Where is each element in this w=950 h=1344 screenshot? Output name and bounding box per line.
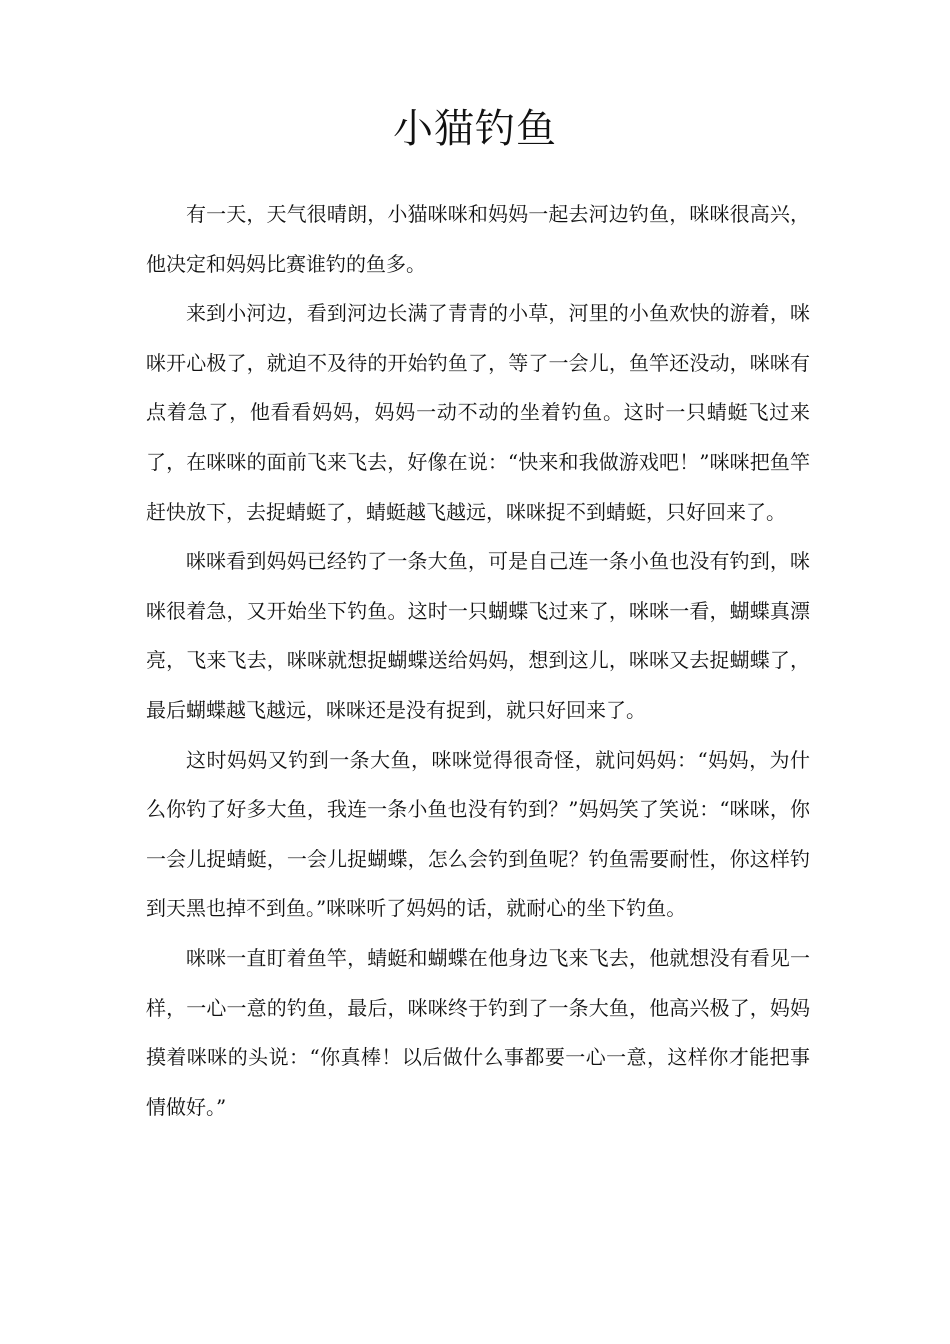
paragraph-1: 有一天，天气很晴朗，小猫咪咪和妈妈一起去河边钓鱼，咪咪很高兴，他决定和妈妈比赛谁钓的鱼多。 [146,202,810,276]
paragraph-3: 咪咪看到妈妈已经钓了一条大鱼，可是自己连一条小鱼也没有钓到，咪咪很着急，又开始坐下钓鱼。这时一只蝴蝶飞过来了，咪咪一看，蝴蝶真漂亮，飞来飞去，咪咪就想捉蝴蝶送给妈妈，想到这儿，咪咪又去捉蝴蝶了，最后蝴蝶越飞越远，咪咪还是没有捉到，就只好回来了。 [146,549,810,722]
paragraph-2: 来到小河边，看到河边长满了青青的小草，河里的小鱼欢快的游着，咪咪开心极了，就迫不及待的开始钓鱼了，等了一会儿，鱼竿还没动，咪咪有点着急了，他看看妈妈，妈妈一动不动的坐着钓鱼。这时一只蜻蜓飞过来了，在咪咪的面前飞来飞去，好像在说：“快来和我做游戏吧！”咪咪把鱼竿赶快放下，去捉蜻蜓了，蜻蜓越飞越远，咪咪捉不到蜻蜓，只好回来了。 [146,301,810,524]
page-title: 小猫钓鱼 [393,106,557,152]
story-body [146,190,810,1132]
paragraph-4: 这时妈妈又钓到一条大鱼，咪咪觉得很奇怪，就问妈妈：“妈妈，为什么你钓了好多大鱼，我连一条小鱼也没有钓到？”妈妈笑了笑说：“咪咪，你一会儿捉蜻蜓，一会儿捉蝴蝶，怎么会钓到鱼呢？钓鱼需要耐性，你这样钓到天黑也掉不到鱼。”咪咪听了妈妈的话，就耐心的坐下钓鱼。 [146,747,810,921]
paragraph-5: 咪咪一直盯着鱼竿，蜻蜓和蝴蝶在他身边飞来飞去，他就想没有看见一样，一心一意的钓鱼，最后，咪咪终于钓到了一条大鱼，他高兴极了，妈妈摸着咪咪的头说：“你真棒！以后做什么事都要一心一意，这样你才能把事情做好。” [146,945,810,1119]
